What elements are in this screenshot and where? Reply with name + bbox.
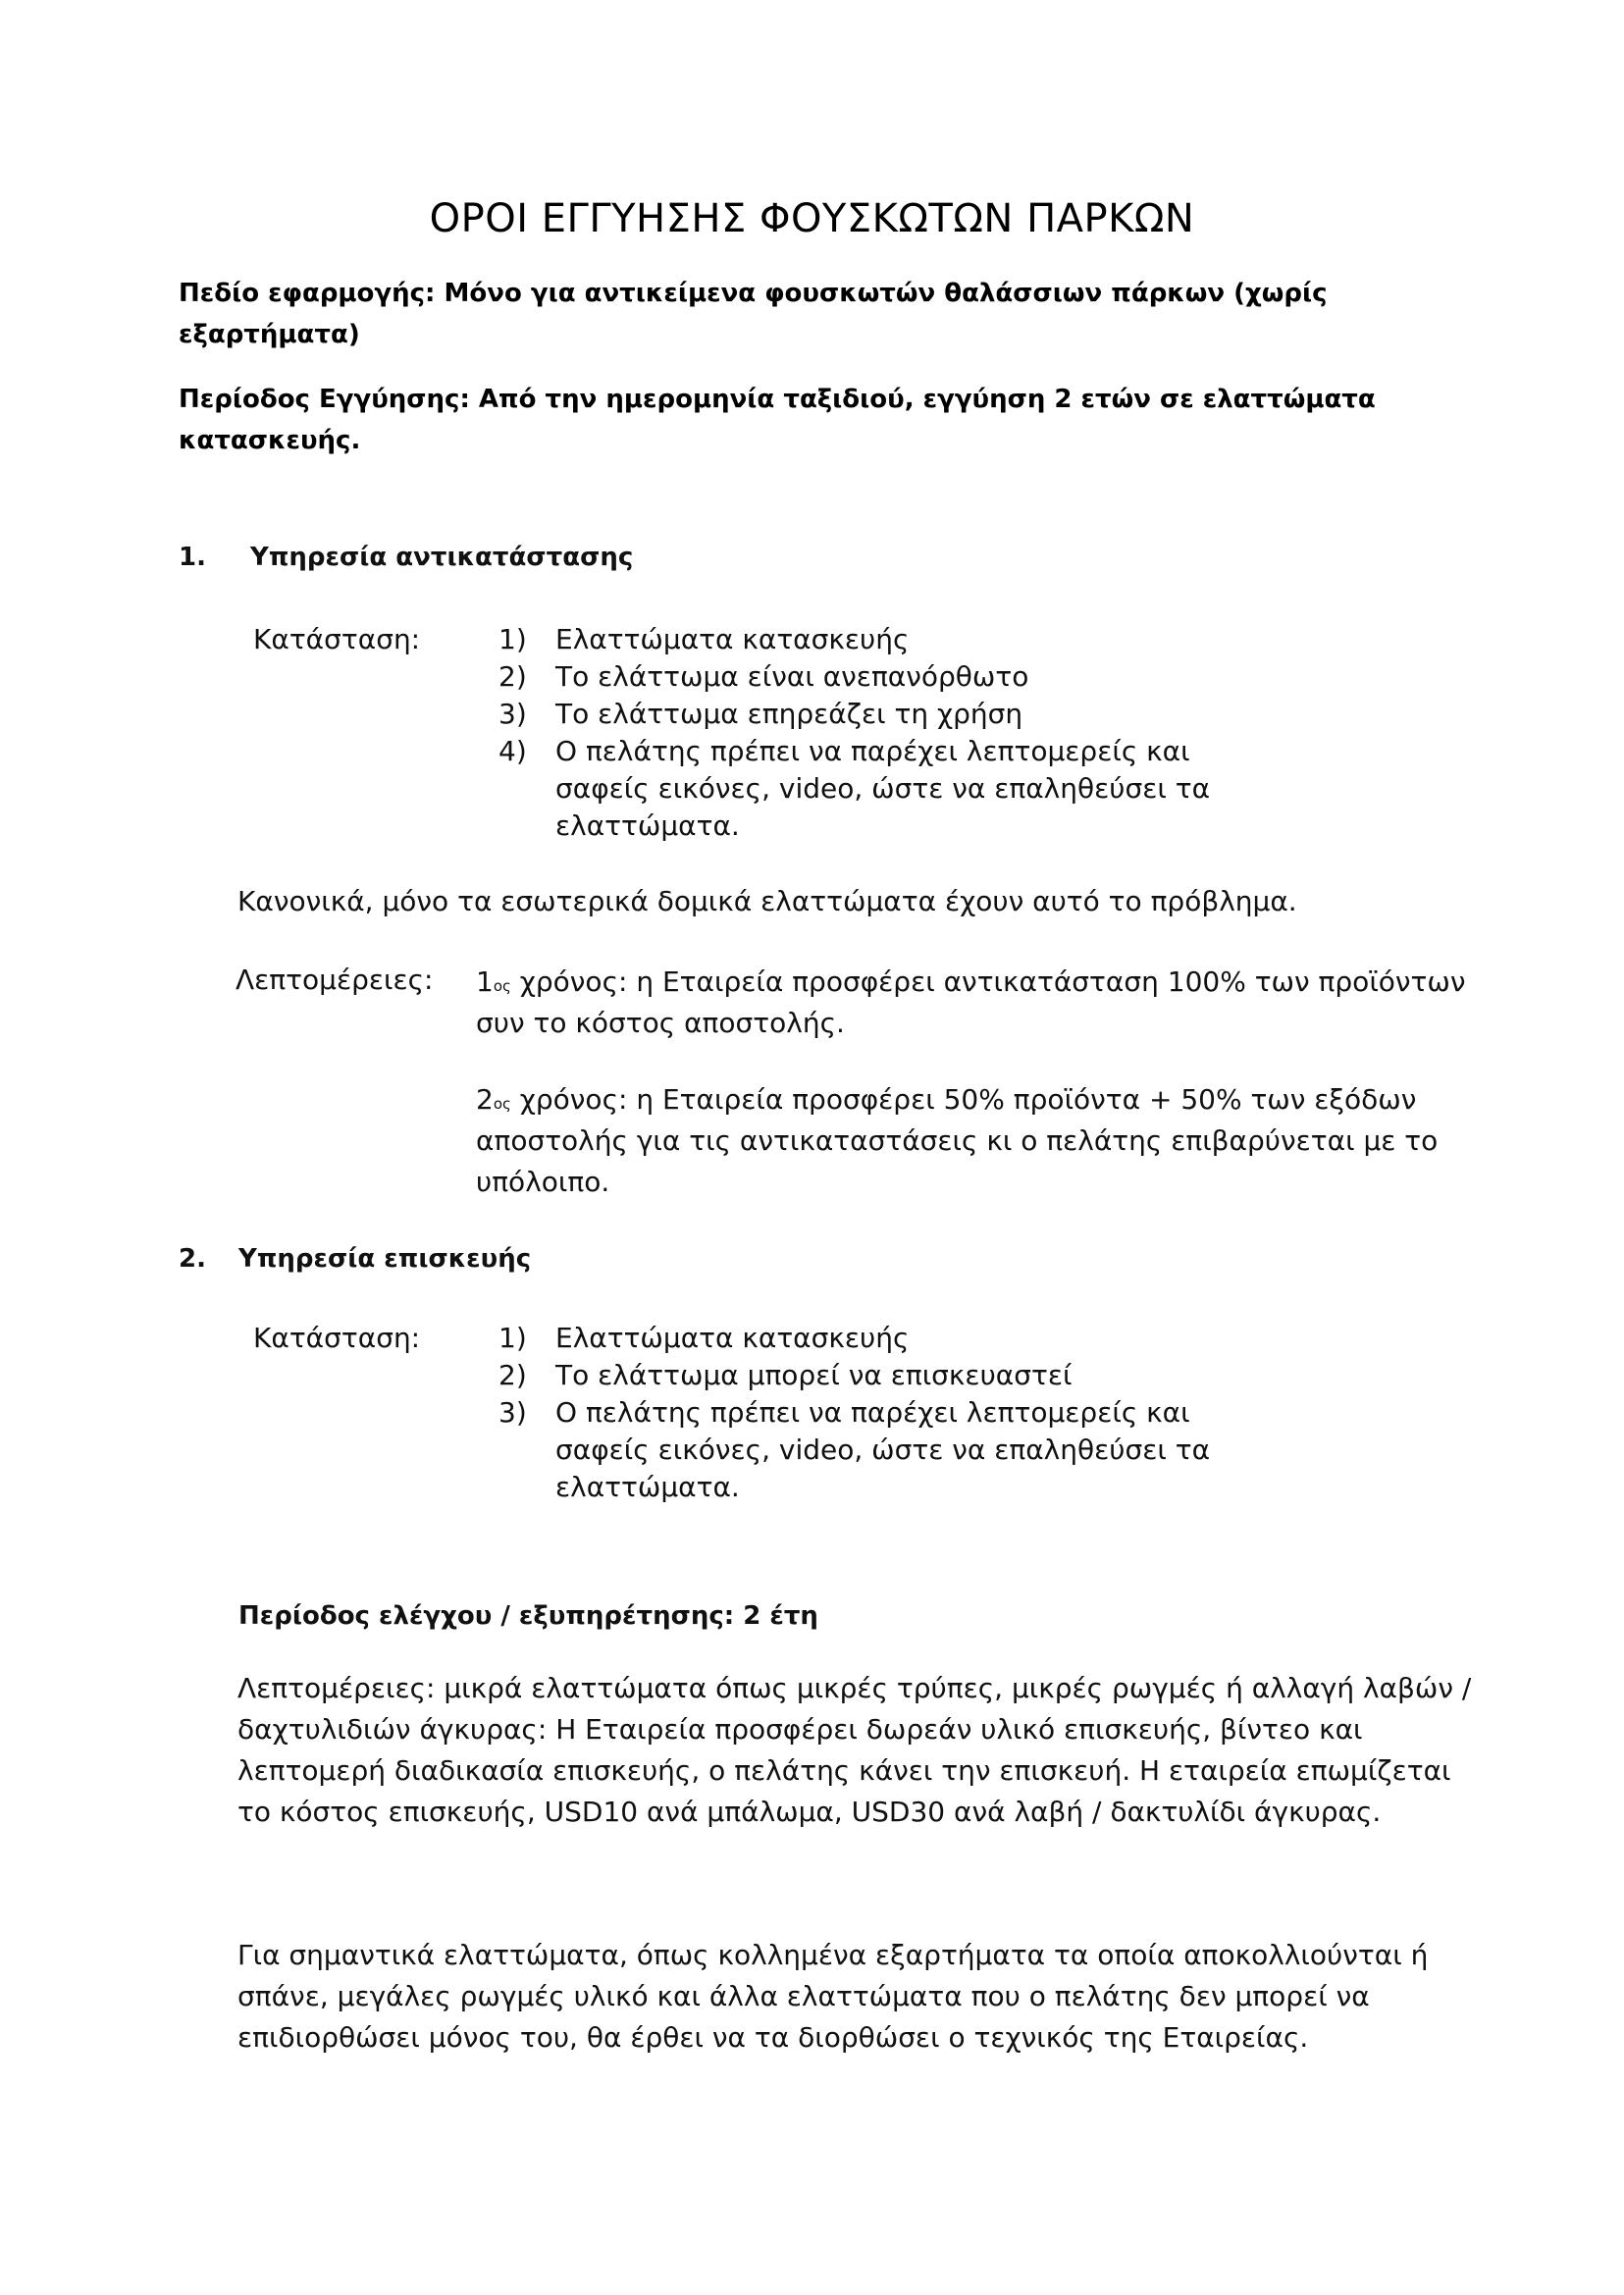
- condition-item: [498, 696, 1264, 733]
- condition-item: [498, 658, 1264, 696]
- section-1-conditions-list: [498, 621, 1264, 845]
- section-2-conditions-list: [498, 1320, 1264, 1506]
- section-2-condition-label: Κατάσταση:: [253, 1322, 421, 1354]
- condition-text: Το ελάττωμα είναι ανεπανόρθωτο: [555, 660, 1029, 693]
- section-1-condition-label: Κατάσταση:: [253, 623, 421, 655]
- section-1-detail-year-1: [476, 962, 1477, 1044]
- condition-marker: 3): [498, 1396, 527, 1429]
- ordinal-number: 2: [476, 1083, 494, 1116]
- ordinal-number: 1: [476, 965, 494, 998]
- condition-text: Ο πελάτης πρέπει να παρέχει λεπτομερείς και σαφείς εικόνες, video, ώστε να επαληθεύσει τα ελαττώματα.: [555, 1396, 1211, 1503]
- document-title: ΟΡΟΙ ΕΓΓΥΗΣΗΣ ΦΟΥΣΚΩΤΩΝ ΠΑΡΚΩΝ: [429, 196, 1195, 241]
- section-1-number: 1.: [179, 543, 206, 572]
- condition-marker: 1): [498, 623, 527, 655]
- detail-text: χρόνος: η Εταιρεία προσφέρει 50% προϊόντα + 50% των εξόδων αποστολής για τις αντικαταστάσεις κι ο πελάτης επιβαρύνεται με το υπόλοιπο.: [476, 1083, 1439, 1198]
- condition-item: [498, 1357, 1264, 1394]
- condition-item: [498, 1394, 1264, 1506]
- section-1-details-label: Λεπτομέρειες:: [236, 964, 434, 996]
- scope-statement: Πεδίο εφαρμογής: Μόνο για αντικείμενα φουσκωτών θαλάσσιων πάρκων (χωρίς εξαρτήματα): [179, 279, 1328, 349]
- section-1-heading: Υπηρεσία αντικατάστασης: [250, 543, 634, 572]
- condition-text: Το ελάττωμα επηρεάζει τη χρήση: [555, 698, 1023, 730]
- condition-item: [498, 621, 1264, 658]
- condition-text: Ο πελάτης πρέπει να παρέχει λεπτομερείς και σαφείς εικόνες, video, ώστε να επαληθεύσει τα ελαττώματα.: [555, 735, 1211, 842]
- ordinal-suffix: ος: [493, 977, 511, 995]
- condition-marker: 2): [498, 1359, 527, 1391]
- condition-marker: 4): [498, 735, 527, 767]
- condition-marker: 3): [498, 698, 527, 730]
- ordinal-suffix: ος: [493, 1095, 511, 1113]
- section-1-detail-year-2: [476, 1079, 1477, 1203]
- warranty-period-statement: Περίοδος Εγγύησης: Από την ημερομηνία ταξιδιού, εγγύηση 2 ετών σε ελαττώματα κατασκευής.: [179, 385, 1376, 455]
- condition-marker: 1): [498, 1322, 527, 1354]
- service-period-heading: Περίοδος ελέγχου / εξυπηρέτησης: 2 έτη: [238, 1601, 818, 1631]
- condition-text: Ελαττώματα κατασκευής: [555, 623, 910, 655]
- section-2-number: 2.: [179, 1244, 206, 1274]
- condition-text: Το ελάττωμα μπορεί να επισκευαστεί: [555, 1359, 1073, 1391]
- condition-text: Ελαττώματα κατασκευής: [555, 1322, 910, 1354]
- condition-item: [498, 733, 1264, 845]
- section-1-note: Κανονικά, μόνο τα εσωτερικά δομικά ελαττώματα έχουν αυτό το πρόβλημα.: [237, 885, 1297, 917]
- condition-marker: 2): [498, 660, 527, 693]
- section-2-heading: Υπηρεσία επισκευής: [238, 1244, 532, 1274]
- major-defects-paragraph: Για σημαντικά ελαττώματα, όπως κολλημένα εξαρτήματα τα οποία αποκολλιούνται ή σπάνε, μεγάλες ρωγμές υλικό και άλλα ελαττώματα που ο πελάτης δεν μπορεί να επιδιορθώσει μόνος του, θα έρθει να τα διορθώσει ο τεχνικός της Εταιρείας.: [237, 1939, 1429, 2054]
- detail-text: χρόνος: η Εταιρεία προσφέρει αντικατάσταση 100% των προϊόντων συν το κόστος αποστολής.: [476, 965, 1466, 1039]
- service-details-paragraph: Λεπτομέρειες: μικρά ελαττώματα όπως μικρές τρύπες, μικρές ρωγμές ή αλλαγή λαβών / δαχτυλιδιών άγκυρας: Η Εταιρεία προσφέρει δωρεάν υλικό επισκευής, βίντεο και λεπτομερή διαδικασία επισκευής, ο πελάτης κάνει την επισκευή. Η εταιρεία επωμίζεται το κόστος επισκευής, USD10 ανά μπάλωμα, USD30 ανά λαβή / δακτυλίδι άγκυρας.: [237, 1672, 1472, 1828]
- condition-item: [498, 1320, 1264, 1357]
